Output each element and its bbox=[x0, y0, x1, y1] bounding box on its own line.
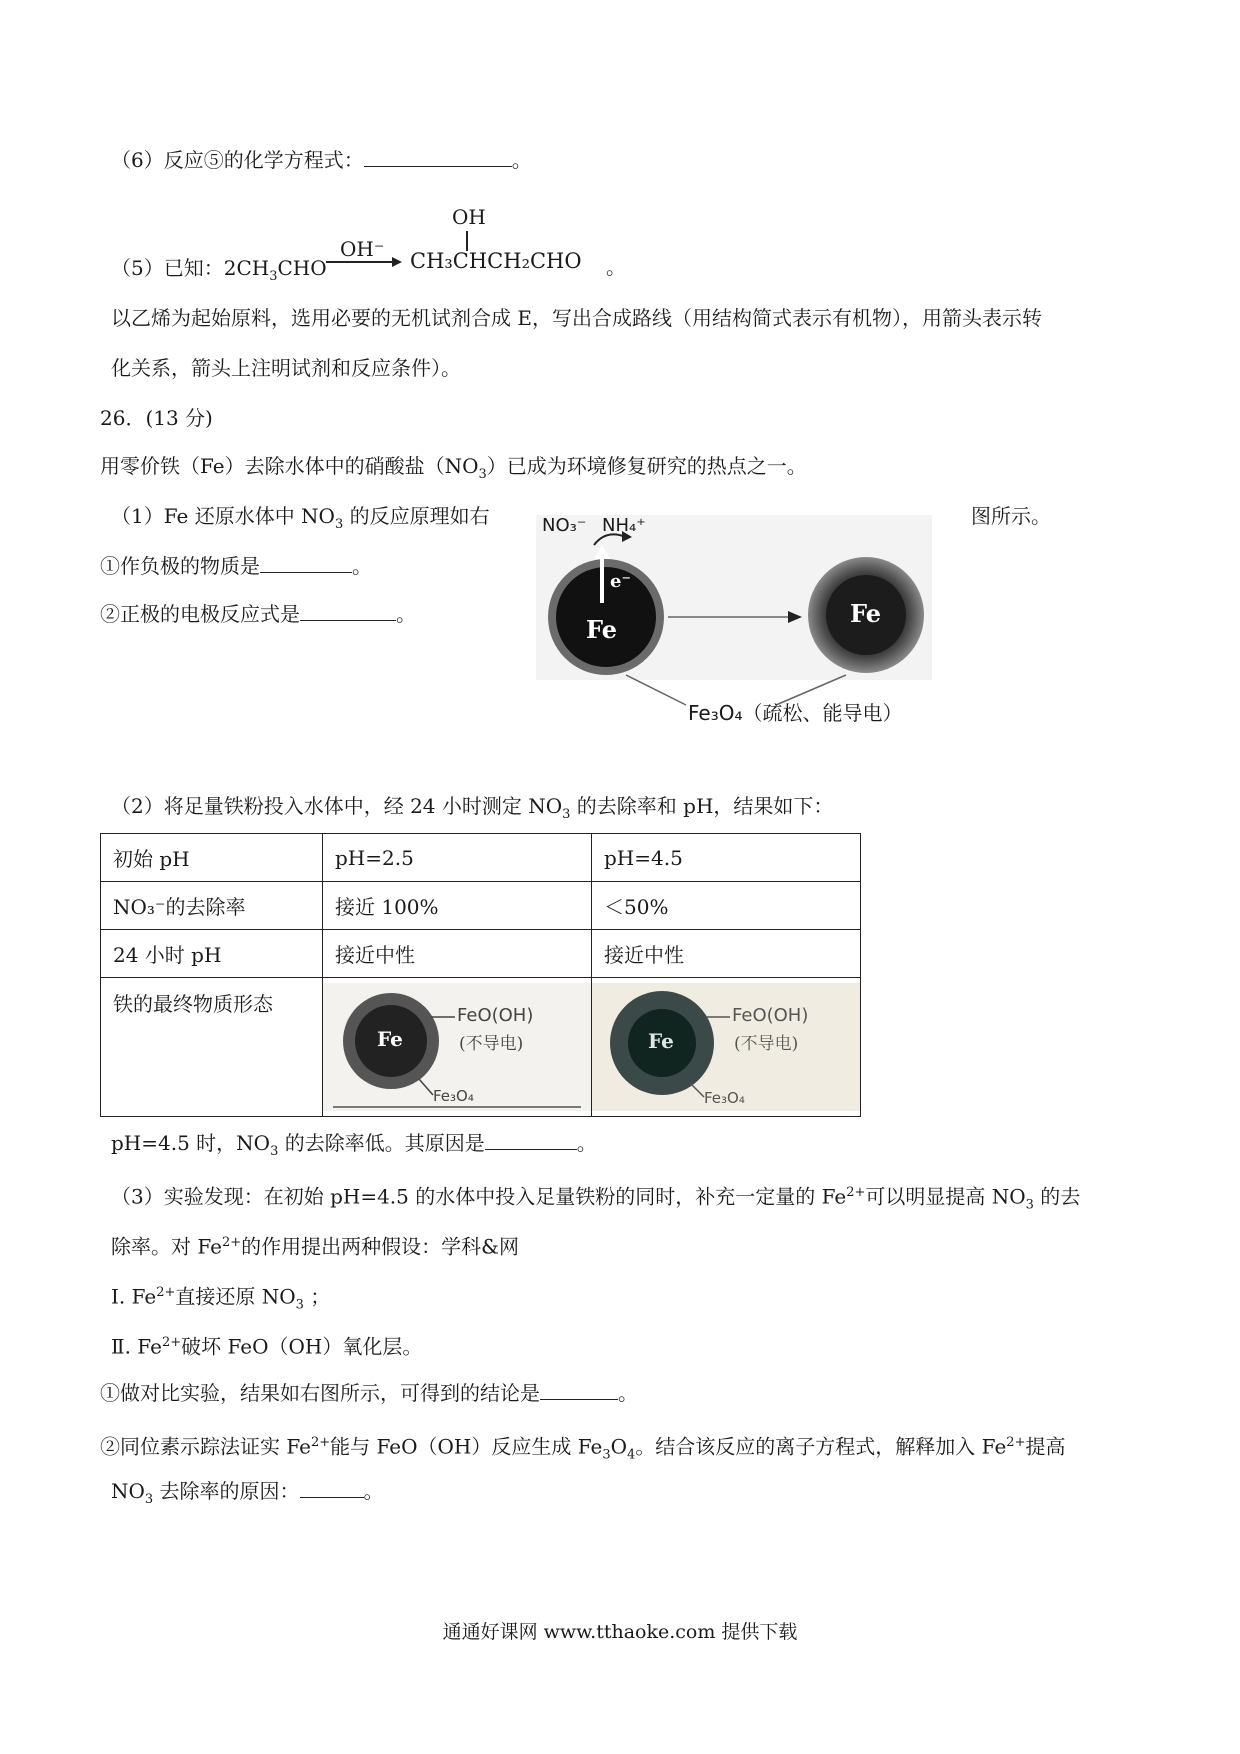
fe-core-right-label: Fe bbox=[850, 599, 881, 628]
table-cell: ＜50% bbox=[592, 882, 861, 930]
ammonium-label: NH₄⁺ bbox=[602, 515, 646, 536]
table-cell: 初始 pH bbox=[101, 834, 323, 882]
results-table bbox=[100, 833, 861, 1117]
fe-final-state-diagram-ph45 bbox=[592, 983, 860, 1111]
table-cell: 铁的最终物质形态 bbox=[101, 978, 323, 1117]
question-26-header: 26．(13 分) bbox=[100, 406, 213, 430]
table-row bbox=[101, 978, 861, 1117]
arrow-reagent-label: OH⁻ bbox=[340, 237, 385, 261]
table-cell-image-ph25 bbox=[323, 978, 592, 1117]
part-3-question-2-line-2: $NO_3$ 去除率的原因： 。 bbox=[111, 1479, 384, 1507]
question-5-given bbox=[111, 254, 327, 291]
table-row bbox=[101, 834, 861, 882]
fe-core-left-label: Fe bbox=[586, 615, 617, 644]
fe-core-label: Fe bbox=[377, 1027, 403, 1051]
electron-label: e⁻ bbox=[610, 571, 631, 592]
part-2-answer: pH=4.5 时，$NO_3$ 的去除率低。其原因是 。 bbox=[111, 1131, 597, 1159]
table-cell: 接近中性 bbox=[323, 930, 592, 978]
answer-blank[interactable] bbox=[300, 602, 396, 621]
feooh-label: FeO(OH) bbox=[457, 1005, 534, 1026]
answer-blank[interactable] bbox=[540, 1381, 618, 1400]
question-5-line-1: 以乙烯为起始原料，选用必要的无机试剂合成 E，写出合成路线（用结构简式表示有机物），用箭头表示转 bbox=[111, 306, 1042, 330]
part-3-question-2-line-1: ②同位素示踪法证实 $Fe^{2+}$能与 FeO（OH）反应生成 $Fe_3O_4$。结合该反应的离子方程式，解释加入 $Fe^{2+}$提高 bbox=[100, 1434, 1066, 1463]
question-26-intro: 用零价铁（Fe）去除水体中的硝酸盐$(NO_3)$已成为环境修复研究的热点之一。 bbox=[100, 454, 807, 482]
feooh-label: FeO(OH) bbox=[732, 1005, 809, 1026]
table-cell: NO₃⁻的去除率 bbox=[101, 882, 323, 930]
fe-core-label: Fe bbox=[648, 1029, 674, 1053]
hypothesis-2: Ⅱ. $Fe^{2+}$破坏 FeO（OH）氧化层。 bbox=[111, 1334, 423, 1359]
nonconductive-note: (不导电) bbox=[459, 1034, 524, 1054]
part-2-prompt: （2）将足量铁粉投入水体中，经 24 小时测定 $NO_3$ 的去除率和 pH，结果如下： bbox=[111, 794, 834, 822]
reaction-arrow-icon bbox=[324, 255, 404, 269]
table-cell: 24 小时 pH bbox=[101, 930, 323, 978]
hypothesis-1: Ⅰ. $Fe^{2+}$直接还原 $NO_3$ ； bbox=[111, 1284, 331, 1313]
table-cell-image-ph45 bbox=[592, 978, 861, 1117]
fe3o4-label: Fe₃O₄ bbox=[433, 1087, 474, 1105]
nitrate-label: NO₃⁻ bbox=[542, 515, 587, 536]
page-footer: 通通好课网 www.tthaoke.com 提供下载 bbox=[442, 1621, 798, 1643]
table-cell: pH=2.5 bbox=[323, 834, 592, 882]
table-cell: 接近中性 bbox=[592, 930, 861, 978]
part-3-line-2: 除率。对 $Fe^{2+}$的作用提出两种假设：学科&网 bbox=[111, 1234, 519, 1259]
question-5-line-2: 化关系，箭头上注明试剂和反应条件）。 bbox=[111, 356, 461, 380]
period: 。 bbox=[511, 148, 532, 172]
table-cell: pH=4.5 bbox=[592, 834, 861, 882]
part-3-question-1: ①做对比实验，结果如右图所示，可得到的结论是 。 bbox=[100, 1381, 638, 1405]
part-1-question-2: ②正极的电极反应式是 。 bbox=[100, 602, 416, 626]
part-3-line-1: （3）实验发现：在初始 pH=4.5 的水体中投入足量铁粉的同时，补充一定量的 $Fe^{2+}$可以明显提高 $NO_3$ 的去 bbox=[111, 1184, 1081, 1213]
part-1-question-1: ①作负极的物质是 。 bbox=[100, 554, 372, 578]
part-1-prompt: （1）Fe 还原水体中 $NO_3$ 的反应原理如右 bbox=[111, 504, 490, 532]
period: 。 bbox=[606, 255, 626, 279]
part-1-prompt-end: 图所示。 bbox=[971, 504, 1051, 528]
table-cell: 接近 100% bbox=[323, 882, 592, 930]
product-formula: CH₃CHCH₂CHO bbox=[410, 249, 582, 273]
answer-blank[interactable] bbox=[300, 1479, 364, 1498]
question-6-text: （6）反应⑤的化学方程式： bbox=[111, 148, 364, 172]
fe3o4-label: Fe₃O₄ bbox=[704, 1089, 745, 1107]
hydroxyl-group-label: OH bbox=[452, 205, 486, 229]
question-6 bbox=[111, 146, 532, 174]
fe3o4-caption: Fe₃O₄（疏松、能导电） bbox=[688, 701, 903, 725]
aldol-reaction-figure bbox=[324, 205, 626, 285]
fe-reduction-diagram bbox=[536, 515, 932, 727]
answer-blank[interactable] bbox=[364, 148, 512, 167]
answer-blank[interactable] bbox=[485, 1131, 577, 1150]
fe-final-state-diagram-ph25 bbox=[323, 983, 591, 1111]
nonconductive-note: (不导电) bbox=[734, 1034, 799, 1054]
table-row bbox=[101, 882, 861, 930]
reactant-text: （5）已知：$2CH_3CHO$ bbox=[111, 256, 327, 284]
table-row bbox=[101, 930, 861, 978]
answer-blank[interactable] bbox=[260, 554, 352, 573]
bond-line-icon bbox=[464, 231, 470, 251]
